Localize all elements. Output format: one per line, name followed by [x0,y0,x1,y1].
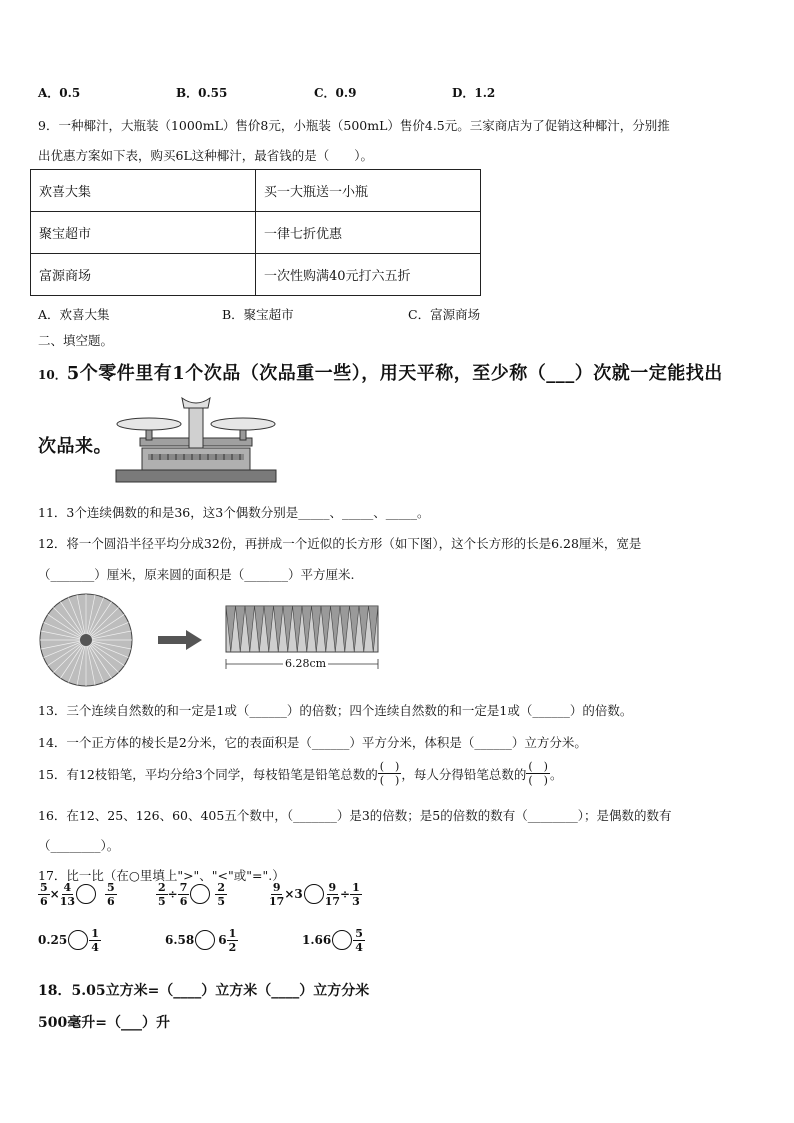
compare-circle[interactable] [332,930,352,950]
numerator: 9 [328,880,337,894]
q13: 13．三个连续自然数的和一定是1或（______）的倍数；四个连续自然数的和一定是1或（______）的倍数。 [38,703,633,718]
q8-option-b: B．0.55 [176,86,228,100]
table-cell: 一律七折优惠 [256,212,481,254]
denominator: ( ) [528,774,548,787]
numerator: 4 [63,880,72,894]
numerator: 5 [107,880,115,894]
q18-line1: 18．5.05立方米=（____）立方米（____）立方分米 [38,983,370,999]
numerator: 2 [217,880,226,894]
q8-option-d: D．1.2 [452,86,496,100]
q10-line2: 次品来。 [38,436,112,457]
q15 [38,760,562,787]
q15-text-c: 。 [549,766,563,782]
numerator: 1 [91,926,99,940]
fraction-blank [378,760,402,787]
denominator: 6 [179,894,188,908]
table-row [31,212,481,254]
q10-line1 [38,359,723,385]
q12-line1: 12．将一个圆沿半径平均分成32份，再拼成一个近似的长方形（如下图），这个长方形的长是6.28厘米，宽是 [38,536,642,551]
decimal-value: 1.66 [302,933,332,947]
denominator: 6 [40,894,48,908]
q8-option-c: C．0.9 [314,86,357,100]
numerator: ( ) [528,760,548,773]
fraction-blank [526,760,550,787]
decimal-value: 6.58 [165,933,195,947]
q16-line2: （________）。 [38,838,120,853]
q17-title: 17．比一比（在○里填上">"、"<"或"=".） [38,868,285,883]
q14: 14．一个正方体的棱长是2分米，它的表面积是（______）平方分米，体积是（______）立方分米。 [38,735,587,750]
comparison-4 [38,927,101,954]
q11: 11．3个连续偶数的和是36，这3个偶数分别是_____、_____、_____。 [38,505,430,520]
rectangle-length-label: 6.28cm [285,657,327,670]
decimal-value: 0.25 [38,933,68,947]
compare-circle[interactable] [190,884,210,904]
table-row [31,254,481,296]
denominator: 3 [352,894,360,908]
table-cell: 富源商场 [31,254,256,296]
compare-circle[interactable] [195,930,215,950]
divided-circle-image [38,592,134,688]
q15-text-a: 15．有12枝铅笔，平均分给3个同学，每枝铅笔是铅笔总数的 [38,766,378,782]
compare-circle[interactable] [68,930,88,950]
table-cell: 一次性购满40元打六五折 [256,254,481,296]
whole-number: 6 [218,933,227,947]
comparison-3 [269,881,362,908]
times-sign: × [49,887,60,901]
comparison-5 [165,927,238,954]
q9-option-c: C．富源商场 [408,307,481,322]
table-row [31,170,481,212]
q16-line1: 16．在12、25、126、60、405五个数中，（_______）是3的倍数；是5的倍数的数有（________）；是偶数的数有 [38,808,672,823]
q9-line1: 9．一种椰汁，大瓶装（1000mL）售价8元，小瓶装（500mL）售价4.5元。三家商店为了促销这种椰汁，分别推 [38,118,670,133]
numerator: 2 [158,880,166,894]
numerator: 1 [352,880,360,894]
q10-text: 5个零件里有1个次品（次品重一些），用天平称，至少称（___）次就一定能找出 [66,363,723,384]
denominator: 4 [91,940,99,954]
q9-table [30,169,481,296]
denominator: ( ) [379,774,400,787]
q18-line2: 500毫升=（___）升 [38,1015,170,1031]
section-heading: 二、填空题。 [38,333,114,348]
times-three: ×3 [284,887,303,901]
q12-line2: （_______）厘米，原来圆的面积是（_______）平方厘米. [38,567,355,582]
denominator: 2 [228,940,237,954]
right-arrow-icon [158,630,202,650]
comparison-2 [156,881,227,908]
numerator: 1 [228,926,237,940]
q9-line2: 出优惠方案如下表，购买6L这种椰汁，最省钱的是（ ）。 [38,148,374,163]
compare-circle[interactable] [76,884,96,904]
divide-sign: ÷ [340,887,351,901]
denominator: 13 [59,894,76,908]
compare-circle[interactable] [304,884,324,904]
q8-option-a: A．0.5 [38,86,81,100]
denominator: 17 [324,894,341,908]
denominator: 5 [217,894,226,908]
q9-option-a: A．欢喜大集 [38,307,110,322]
denominator: 4 [355,940,363,954]
numerator: ( ) [379,760,400,773]
numerator: 7 [179,880,188,894]
q9-option-b: B．聚宝超市 [222,307,294,322]
numerator: 5 [355,926,363,940]
comparison-6 [302,927,365,954]
denominator: 5 [158,894,166,908]
q10-number: 10． [38,368,67,382]
q15-text-b: ，每人分得铅笔总数的 [401,766,527,782]
denominator: 6 [107,894,115,908]
table-cell: 欢喜大集 [31,170,256,212]
denominator: 17 [269,894,285,908]
table-cell: 买一大瓶送一小瓶 [256,170,481,212]
numerator: 5 [40,880,48,894]
divide-sign: ÷ [167,887,178,901]
balance-scale-image [112,394,280,486]
table-cell: 聚宝超市 [31,212,256,254]
comparison-1 [38,881,117,908]
numerator: 9 [272,880,281,894]
